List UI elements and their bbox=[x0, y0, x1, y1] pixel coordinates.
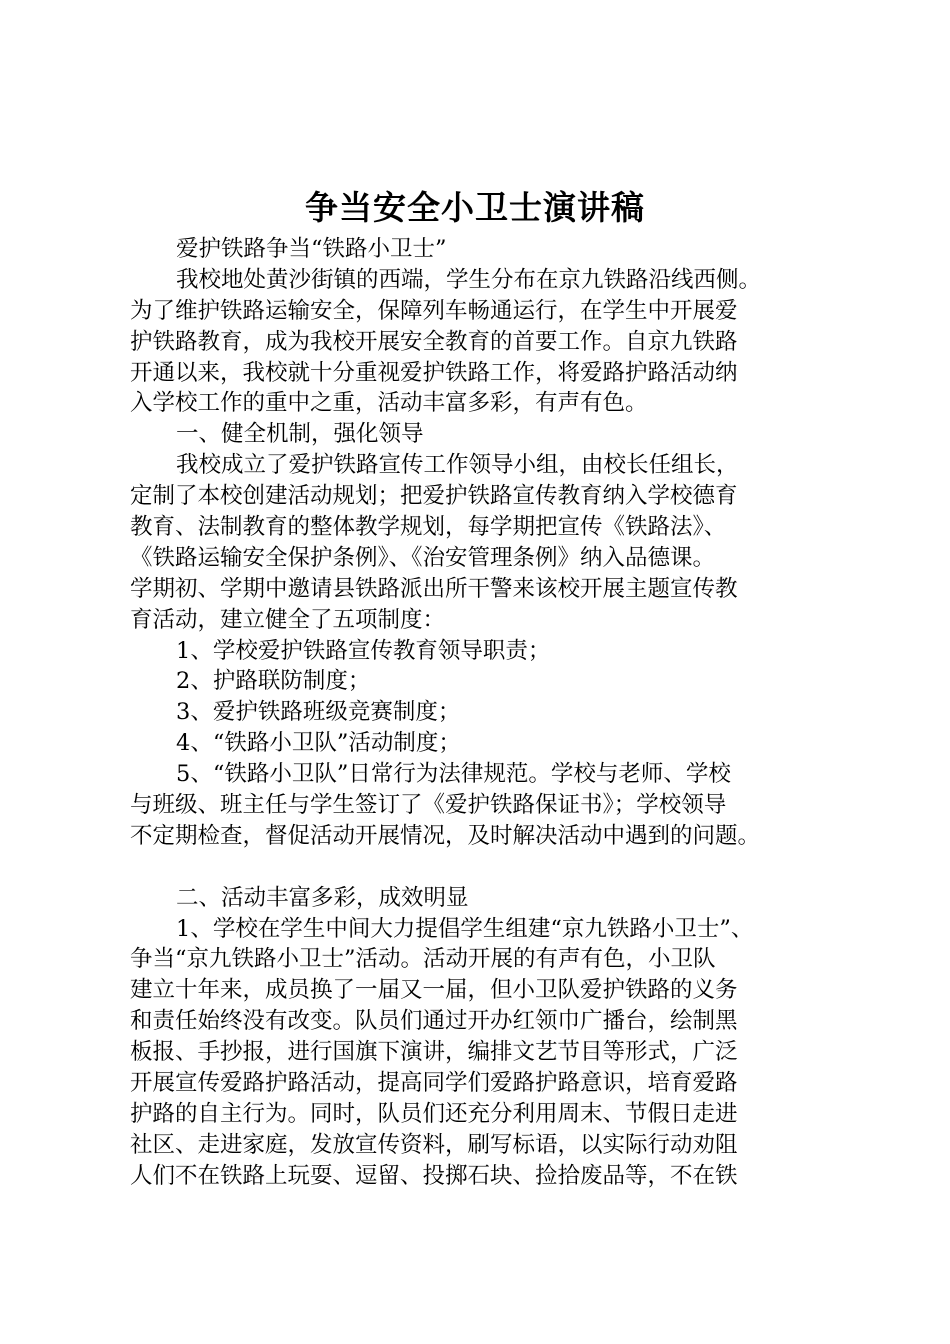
section-heading: 一、健全机制，强化领导 bbox=[176, 421, 424, 448]
paragraph-line: 我校地处黄沙街镇的西端，学生分布在京九铁路沿线西侧。 bbox=[176, 266, 762, 293]
paragraph-line: 入学校工作的重中之重，活动丰富多彩，有声有色。 bbox=[130, 390, 648, 417]
paragraph-line: 学期初、学期中邀请县铁路派出所干警来该校开展主题宣传教 bbox=[130, 575, 738, 602]
paragraph-line: 教育、法制教育的整体教学规划，每学期把宣传《铁路法》、 bbox=[130, 514, 727, 541]
paragraph-line: 育活动，建立健全了五项制度： bbox=[130, 606, 446, 633]
document-body bbox=[130, 234, 850, 1192]
paragraph-line: 护路的自主行为。同时，队员们还充分利用周末、节假日走进 bbox=[130, 1100, 738, 1127]
list-item: 1、学校爱护铁路宣传教育领导职责； bbox=[176, 637, 551, 664]
paragraph-line: 1、学校在学生中间大力提倡学生组建“京九铁路小卫士”、 bbox=[176, 915, 754, 942]
list-item: 4、“铁路小卫队”活动制度； bbox=[176, 730, 461, 757]
paragraph-line: 和责任始终没有改变。队员们通过开办红领巾广播台，绘制黑 bbox=[130, 1008, 738, 1035]
paragraph-line: 定制了本校创建活动规划；把爱护铁路宣传教育纳入学校德育 bbox=[130, 483, 738, 510]
document-title: 争当安全小卫士演讲稿 bbox=[305, 188, 645, 227]
section-heading: 二、活动丰富多彩，成效明显 bbox=[176, 884, 469, 911]
paragraph-line: 不定期检查，督促活动开展情况，及时解决活动中遇到的问题。 bbox=[130, 822, 761, 849]
paragraph-line: 争当“京九铁路小卫士”活动。活动开展的有声有色，小卫队 bbox=[130, 946, 716, 973]
paragraph-line: 人们不在铁路上玩耍、逗留、投掷石块、捡拾废品等，不在铁 bbox=[130, 1162, 738, 1189]
list-item: 5、“铁路小卫队”日常行为法律规范。学校与老师、学校 bbox=[176, 761, 731, 788]
paragraph-line: 护铁路教育，成为我校开展安全教育的首要工作。自京九铁路 bbox=[130, 328, 738, 355]
list-item: 2、护路联防制度； bbox=[176, 668, 371, 695]
paragraph-line: 社区、走进家庭，发放宣传资料，刷写标语，以实际行动劝阻 bbox=[130, 1131, 738, 1158]
paragraph-line: 开通以来，我校就十分重视爱护铁路工作，将爱路护路活动纳 bbox=[130, 359, 738, 386]
subtitle-line: 爱护铁路争当“铁路小卫士” bbox=[176, 236, 447, 262]
paragraph-line: 我校成立了爱护铁路宣传工作领导小组，由校长任组长， bbox=[176, 452, 739, 479]
paragraph-line: 开展宣传爱路护路活动，提高同学们爱路护路意识，培育爱路 bbox=[130, 1070, 738, 1097]
paragraph-line: 与班级、班主任与学生签订了《爱护铁路保证书》；学校领导 bbox=[130, 792, 727, 819]
paragraph-line: 《铁路运输安全保护条例》、《治安管理条例》纳入品德课。 bbox=[130, 544, 716, 571]
blank-line bbox=[130, 852, 850, 883]
paragraph-line: 为了维护铁路运输安全，保障列车畅通运行，在学生中开展爱 bbox=[130, 297, 738, 324]
paragraph-line: 板报、手抄报，进行国旗下演讲，编排文艺节目等形式，广泛 bbox=[130, 1039, 738, 1066]
list-item: 3、爱护铁路班级竞赛制度； bbox=[176, 699, 461, 726]
paragraph-line: 建立十年来，成员换了一届又一届，但小卫队爱护铁路的义务 bbox=[130, 977, 738, 1004]
